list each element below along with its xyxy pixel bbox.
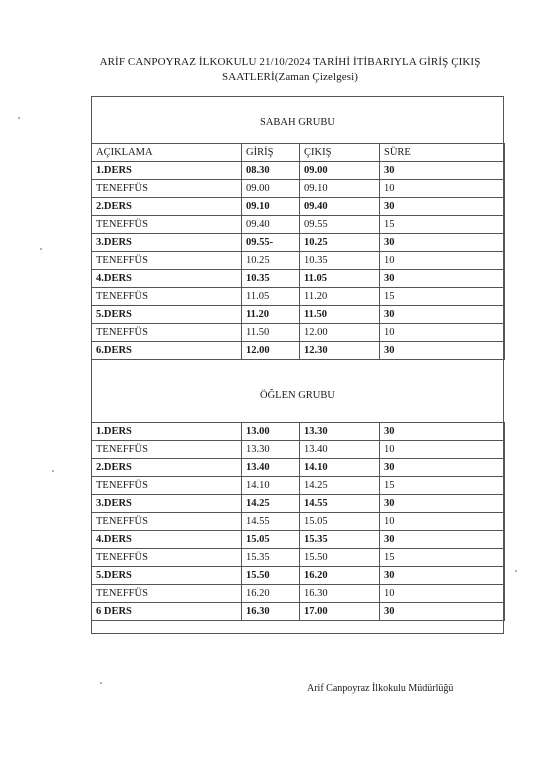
duration: 30 — [380, 495, 505, 513]
table-row — [92, 531, 505, 549]
exit-time: 13.40 — [300, 441, 380, 459]
row-label: TENEFFÜS — [92, 216, 242, 234]
table-row — [92, 252, 505, 270]
table-row — [92, 441, 505, 459]
row-label: TENEFFÜS — [92, 180, 242, 198]
row-label: TENEFFÜS — [92, 441, 242, 459]
duration: 30 — [380, 459, 505, 477]
duration: 10 — [380, 252, 505, 270]
entry-time: 16.20 — [242, 585, 300, 603]
table-row — [92, 495, 505, 513]
row-label: 6 DERS — [92, 603, 242, 621]
table-row — [92, 603, 505, 621]
duration: 10 — [380, 513, 505, 531]
entry-time: 11.20 — [242, 306, 300, 324]
title-line-1: ARİF CANPOYRAZ İLKOKULU 21/10/2024 TARİHİ İTİBARIYLA GİRİŞ ÇIKIŞ — [99, 56, 481, 68]
duration: 30 — [380, 306, 505, 324]
table-row — [92, 198, 505, 216]
entry-time: 14.55 — [242, 513, 300, 531]
duration: 10 — [380, 585, 505, 603]
entry-time: 15.35 — [242, 549, 300, 567]
duration: 10 — [380, 441, 505, 459]
exit-time: 15.35 — [300, 531, 380, 549]
exit-time: 13.30 — [300, 423, 380, 441]
exit-time: 11.20 — [300, 288, 380, 306]
row-label: 3.DERS — [92, 495, 242, 513]
exit-time: 15.50 — [300, 549, 380, 567]
scan-speck — [18, 117, 20, 119]
duration: 30 — [380, 531, 505, 549]
header-cikis: ÇIKIŞ — [300, 144, 380, 162]
row-label: 1.DERS — [92, 162, 242, 180]
entry-time: 09.55- — [242, 234, 300, 252]
row-label: TENEFFÜS — [92, 324, 242, 342]
table-row — [92, 162, 505, 180]
row-label: 3.DERS — [92, 234, 242, 252]
exit-time: 11.50 — [300, 306, 380, 324]
table-row — [92, 180, 505, 198]
exit-time: 11.05 — [300, 270, 380, 288]
row-label: TENEFFÜS — [92, 585, 242, 603]
table-row — [92, 477, 505, 495]
row-label: 5.DERS — [92, 306, 242, 324]
duration: 10 — [380, 324, 505, 342]
row-label: 2.DERS — [92, 459, 242, 477]
exit-time: 14.55 — [300, 495, 380, 513]
morning-group-label: SABAH GRUBU — [260, 117, 335, 128]
row-label: TENEFFÜS — [92, 288, 242, 306]
exit-time: 09.55 — [300, 216, 380, 234]
duration: 30 — [380, 603, 505, 621]
exit-time: 10.25 — [300, 234, 380, 252]
scan-speck — [515, 570, 517, 572]
entry-time: 15.05 — [242, 531, 300, 549]
exit-time: 09.40 — [300, 198, 380, 216]
entry-time: 10.25 — [242, 252, 300, 270]
row-label: 5.DERS — [92, 567, 242, 585]
table-row — [92, 234, 505, 252]
duration: 15 — [380, 288, 505, 306]
row-label: 4.DERS — [92, 270, 242, 288]
morning-schedule-table — [91, 143, 505, 360]
duration: 30 — [380, 234, 505, 252]
table-row — [92, 306, 505, 324]
entry-time: 08.30 — [242, 162, 300, 180]
row-label: TENEFFÜS — [92, 549, 242, 567]
scan-speck — [100, 682, 102, 684]
entry-time: 15.50 — [242, 567, 300, 585]
scan-speck — [52, 470, 54, 472]
entry-time: 09.00 — [242, 180, 300, 198]
table-row — [92, 288, 505, 306]
duration: 15 — [380, 477, 505, 495]
exit-time: 12.30 — [300, 342, 380, 360]
entry-time: 11.05 — [242, 288, 300, 306]
duration: 30 — [380, 342, 505, 360]
exit-time: 10.35 — [300, 252, 380, 270]
header-aciklama: AÇIKLAMA — [92, 144, 242, 162]
table-row — [92, 324, 505, 342]
header-sure: SÜRE — [380, 144, 505, 162]
duration: 30 — [380, 198, 505, 216]
entry-time: 13.30 — [242, 441, 300, 459]
exit-time: 14.10 — [300, 459, 380, 477]
entry-time: 11.50 — [242, 324, 300, 342]
table-row — [92, 585, 505, 603]
entry-time: 10.35 — [242, 270, 300, 288]
entry-time: 16.30 — [242, 603, 300, 621]
header-giris: GİRİŞ — [242, 144, 300, 162]
document-title — [70, 55, 510, 85]
footer-signature: Arif Canpoyraz İlkokulu Müdürlüğü — [307, 683, 454, 694]
entry-time: 13.40 — [242, 459, 300, 477]
table-row — [92, 342, 505, 360]
title-line-2: SAATLERİ(Zaman Çizelgesi) — [222, 71, 358, 83]
duration: 10 — [380, 180, 505, 198]
exit-time: 16.20 — [300, 567, 380, 585]
entry-time: 14.10 — [242, 477, 300, 495]
table-row — [92, 270, 505, 288]
exit-time: 17.00 — [300, 603, 380, 621]
entry-time: 14.25 — [242, 495, 300, 513]
table-row — [92, 567, 505, 585]
exit-time: 14.25 — [300, 477, 380, 495]
row-label: 6.DERS — [92, 342, 242, 360]
entry-time: 13.00 — [242, 423, 300, 441]
entry-time: 09.40 — [242, 216, 300, 234]
row-label: 1.DERS — [92, 423, 242, 441]
row-label: 4.DERS — [92, 531, 242, 549]
entry-time: 12.00 — [242, 342, 300, 360]
duration: 15 — [380, 549, 505, 567]
table-row — [92, 549, 505, 567]
table-row — [92, 513, 505, 531]
row-label: TENEFFÜS — [92, 252, 242, 270]
afternoon-schedule-table — [91, 422, 505, 621]
scan-speck — [40, 248, 42, 250]
duration: 15 — [380, 216, 505, 234]
table-row — [92, 423, 505, 441]
duration: 30 — [380, 270, 505, 288]
exit-time: 15.05 — [300, 513, 380, 531]
table-row — [92, 459, 505, 477]
table-row — [92, 216, 505, 234]
exit-time: 09.00 — [300, 162, 380, 180]
row-label: 2.DERS — [92, 198, 242, 216]
row-label: TENEFFÜS — [92, 477, 242, 495]
entry-time: 09.10 — [242, 198, 300, 216]
row-label: TENEFFÜS — [92, 513, 242, 531]
duration: 30 — [380, 567, 505, 585]
afternoon-group-label: ÖĞLEN GRUBU — [260, 390, 335, 401]
duration: 30 — [380, 162, 505, 180]
duration: 30 — [380, 423, 505, 441]
table-header-row — [92, 144, 505, 162]
exit-time: 09.10 — [300, 180, 380, 198]
exit-time: 12.00 — [300, 324, 380, 342]
exit-time: 16.30 — [300, 585, 380, 603]
